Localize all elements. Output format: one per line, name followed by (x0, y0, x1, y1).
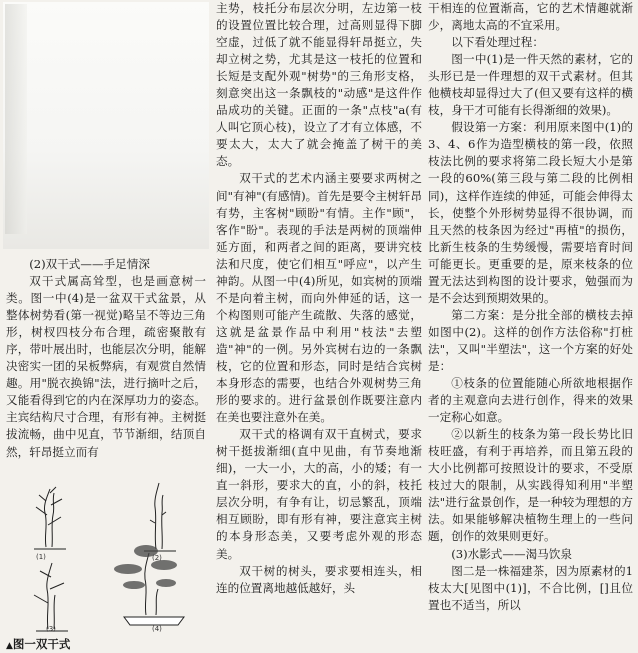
col3-process-heading: 以下看处理过程： (451, 35, 544, 50)
col2-paragraph-3: 双干式的格调有双干直树式，要求树干挺拔渐细(直中见曲，有节奏地渐细)，一大一小，大的高，小的矮；有一直一斜形，要求大的直，小的斜，枝托层次分明，有争有让，切忌繁乱，顶端相互顾盼，即有形有神，要注意宾主树的本身形态美，又要考虑外观的形态美。 (216, 427, 422, 561)
label-sketch-3: (3) (46, 625, 56, 633)
label-sketch-2: (2) (152, 554, 162, 562)
col3-paragraph-9: 图二是一株福建茶，因为原素材的1枝太大[见图中(1)]，不合比例，[]且位置也不适当，所以 (428, 563, 633, 612)
col2-paragraph-1: 主势，枝托分布层次分明，左边第一枝的设置位置比较合理，过高则显得下脚空虚，过低了就不能显得轩昂挺立，失却立树之势，尤其是这一枝托的位置和长短是支配外观"树势"的三角形支格，刻意突出这一条飘枝的"动感"是这件作品成功的关键。正面的一条"点枝"a(有人叫它顶心枝)，设立了才有立体感，不要太大，太大了就会掩盖了树干的美态。 (216, 1, 422, 169)
col3-paragraph-3: 图一中(1)是一件天然的素材，它的头形已是一件理想的双干式素材。但其他横枝却显得过大了(但又要有这样的横枝，身干才可能有长得渐细的效果)。 (428, 52, 633, 118)
sketch-4-finished (114, 545, 184, 625)
col3-benefit-2: ②以新生的枝条为第一段长势比旧枝旺盛，有利于再培养，而且第五段的大小比例都可按照设计的要求，不受原枝过大的限制，从实践得知利用"半塑法"进行盆景创作，是一种较为理想的方法。如果能够解决植物生理上的一些问题，创作的效果则更好。 (428, 427, 633, 544)
section-heading-double-trunk: (2)双干式——手足情深 (29, 257, 150, 271)
col3-plan-two: 第二方案：是分批全部的横枝去掉如图中(2)。这样的创作方法俗称"打桩法"，又叫"半塑法"，这一个方案的好处是： (428, 307, 633, 373)
figure-double-trunk (6, 465, 206, 635)
column-1 (6, 256, 206, 461)
section-heading-water-shadow: (3)水影式——渴马饮泉 (451, 546, 572, 561)
col3-paragraph-1: 干相连的位置渐高，它的艺术情趣就渐少，离地太高的不宜采用。 (428, 1, 633, 33)
col3-plan-one: 假设第一方案：利用原来图中(1)的3、4、6作为造型横枝的第一段，依照枝法比例的要求将第二段长短大小是第一段的60%(第三段与第二段的比例相同)，这样作连续的伸延，可能会伸得太长，使整个外形树势显得不很协调，而且天然的枝条因为经过"再植"的损伤，比新生枝条的生势缓慢，需要培育时间可能更长。更重要的是，原来枝条的位置无法达到构图的设计要求，勉强而为是不会达到预期效果的。 (428, 120, 633, 305)
col3-benefit-1: ①枝条的位置能随心所欲地根据作者的主观意向去进行创作，得来的效果一定称心如意。 (428, 376, 633, 425)
label-sketch-1: (1) (36, 553, 46, 561)
triangle-icon: ▲ (6, 641, 13, 651)
label-sketch-4: (4) (152, 625, 162, 633)
figure-sketches (6, 465, 206, 635)
col2-paragraph-4: 双干树的树头，要求要相连头，相连的位置离地越低越好，头 (216, 563, 422, 595)
sketch-1-raw-material (34, 487, 66, 549)
sketch-2-pruned (144, 483, 176, 551)
col1-paragraph: 双干式属高耸型，也是画意树一类。图一中(4)是一盆双干式盆景，从整体树势看(第一视觉)略呈不等边三角形，树杈四枝分布合理，疏密聚散有序，带叶展出时，也能层次分明，能解决密实一团的呆板弊病，有观赏自然情趣。用"脱衣换锦"法，进行摘叶之后，又能看得到它的内在深厚功力的姿态。主宾结构尺寸合理，有形有神。主树挺拔流畅，曲中见直，节节渐细，结顶自然，轩昂挺立而有 (6, 274, 206, 459)
column-3 (428, 0, 633, 614)
column-2 (216, 0, 422, 597)
figure-caption: ▲图一双干式 (6, 637, 71, 651)
photo-top (3, 2, 209, 249)
sketch-3-design (34, 563, 68, 631)
col2-paragraph-2: 双干式的艺术内涵主要要求两树之间"有神"(有感情)。首先是要令主树轩昂有势，主客树"顾盼"有情。主作"顾"，客作"盼"。表现的手法是两树的顶端伸延方面，和两者之间的距离，要讲究枝法和尺度，使它们相互"呼应"，以产生神韵。从图一中(4)所见，如宾树的顶端不是向着主树，而向外伸延的话，这一个构图则可能产生疏散、失落的感觉，这就是盆景作品中利用"枝法"去塑造"神"的一例。另外宾树右边的一条飘枝，它的位置和形态，同时是结合宾树本身形态的需要，也结合外观树势三角形的要求的。进行盆景创作既要注意内在美也要注意外在美。 (216, 171, 422, 425)
photo-edge (5, 4, 27, 234)
